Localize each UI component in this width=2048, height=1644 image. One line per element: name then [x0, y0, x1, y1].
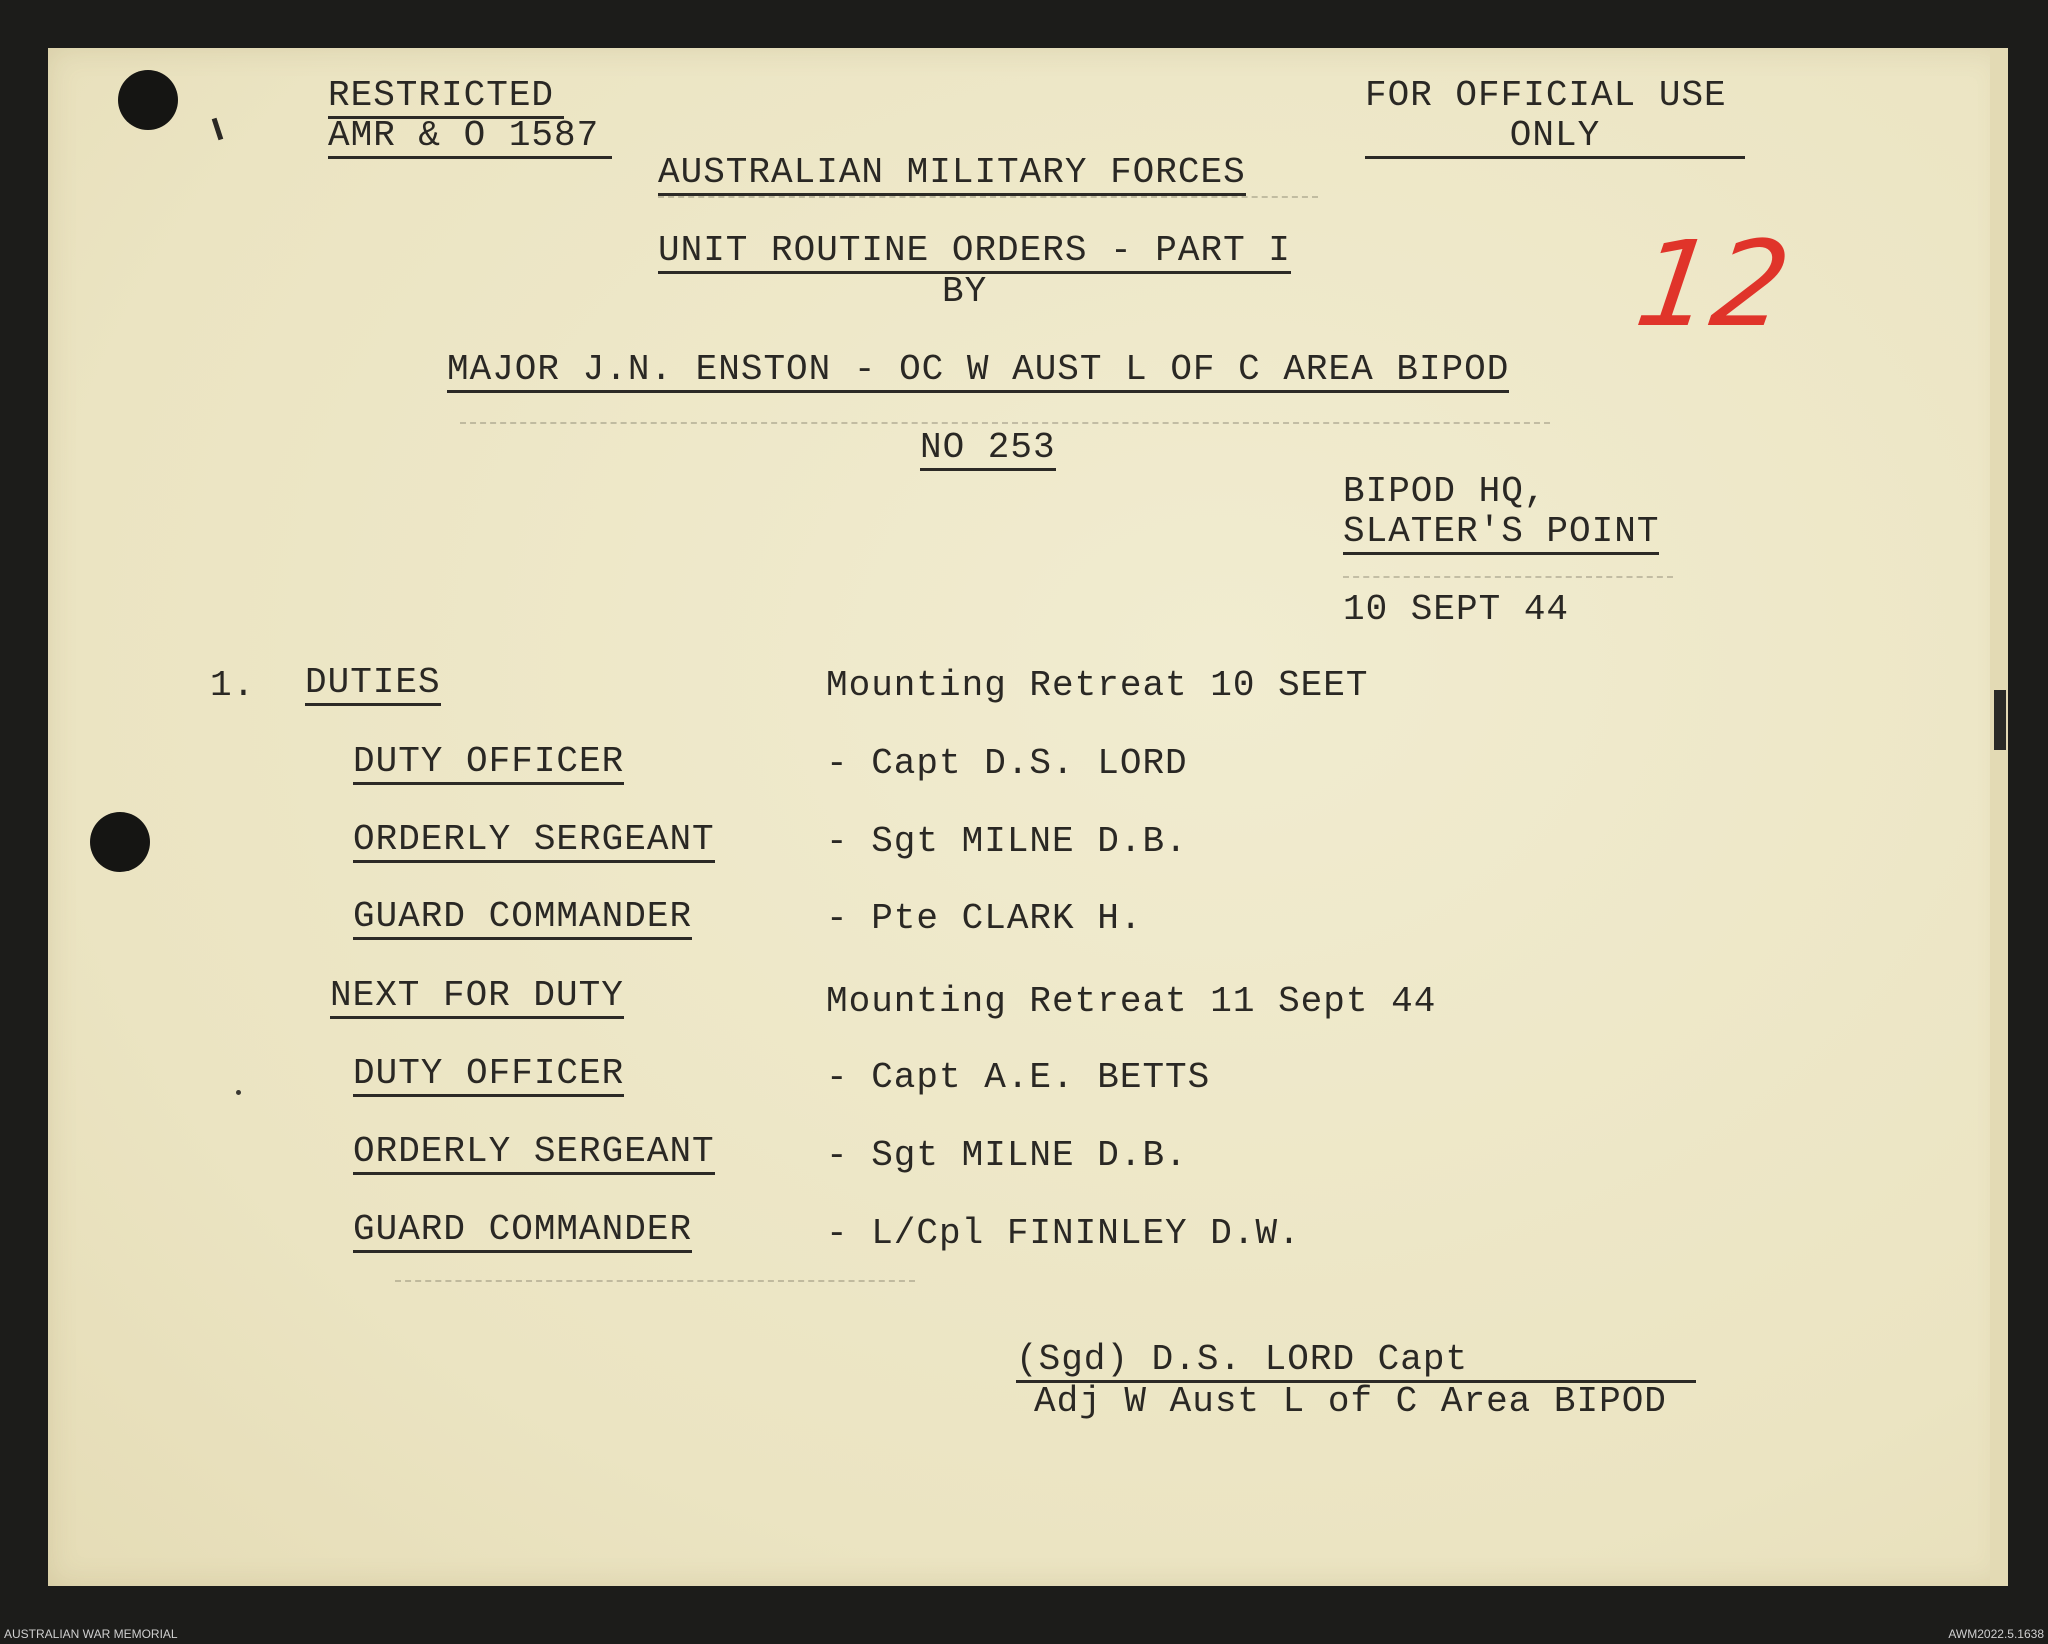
- orders-heading: UNIT ROUTINE ORDERS - PART I: [658, 233, 1291, 274]
- duty-value: - Capt A.E. BETTS: [826, 1057, 1211, 1098]
- order-date: 10 SEPT 44: [1343, 589, 1570, 630]
- location-line2: SLATER'S POINT: [1343, 514, 1659, 555]
- folio-number: 12: [1628, 215, 1798, 353]
- duty-value: - Sgt MILNE D.B.: [826, 1135, 1188, 1176]
- mounting-next: Mounting Retreat 11 Sept 44: [826, 981, 1437, 1022]
- paper-edge: [1990, 48, 2008, 1586]
- divider: [658, 196, 1318, 198]
- footer-right: AWM2022.5.1638: [1948, 1627, 2044, 1641]
- duty-value: - L/Cpl FININLEY D.W.: [826, 1213, 1301, 1254]
- by-label: BY: [942, 271, 988, 312]
- restricted-label: RESTRICTED: [328, 78, 564, 119]
- duty-value: - Pte CLARK H.: [826, 898, 1143, 939]
- duty-value: - Sgt MILNE D.B.: [826, 821, 1188, 862]
- duty-value: - Capt D.S. LORD: [826, 743, 1188, 784]
- section-number: 1.: [210, 665, 256, 706]
- official-use-line2: ONLY: [1365, 118, 1745, 159]
- punch-hole-top: [118, 70, 178, 130]
- signature-line: (Sgd) D.S. LORD Capt: [1016, 1342, 1696, 1383]
- punch-hole-bottom: [90, 812, 150, 872]
- duty-label: ORDERLY SERGEANT: [353, 1134, 715, 1175]
- footer-left: AUSTRALIAN WAR MEMORIAL: [4, 1627, 178, 1641]
- mounting-current: Mounting Retreat 10 SEET: [826, 665, 1369, 706]
- order-number: NO 253: [920, 430, 1056, 471]
- ink-dot: [236, 1090, 241, 1095]
- duty-label: DUTY OFFICER: [353, 744, 624, 785]
- reference-number: AMR & O 1587: [328, 118, 612, 159]
- divider: [460, 422, 1550, 424]
- duty-label: GUARD COMMANDER: [353, 899, 692, 940]
- divider: [1343, 576, 1673, 578]
- official-use-line1: FOR OFFICIAL USE: [1365, 75, 1727, 116]
- binder-tab: [1994, 690, 2006, 750]
- location-line1: BIPOD HQ,: [1343, 471, 1547, 512]
- section-title: DUTIES: [305, 665, 441, 706]
- duty-label: ORDERLY SERGEANT: [353, 822, 715, 863]
- signature-title: Adj W Aust L of C Area BIPOD: [1034, 1381, 1667, 1422]
- forces-heading: AUSTRALIAN MILITARY FORCES: [658, 155, 1246, 196]
- next-duty-title: NEXT FOR DUTY: [330, 978, 624, 1019]
- duty-label: GUARD COMMANDER: [353, 1212, 692, 1253]
- duty-label: DUTY OFFICER: [353, 1056, 624, 1097]
- commander-line: MAJOR J.N. ENSTON - OC W AUST L OF C AREA BIPOD: [447, 352, 1509, 393]
- divider: [395, 1280, 915, 1282]
